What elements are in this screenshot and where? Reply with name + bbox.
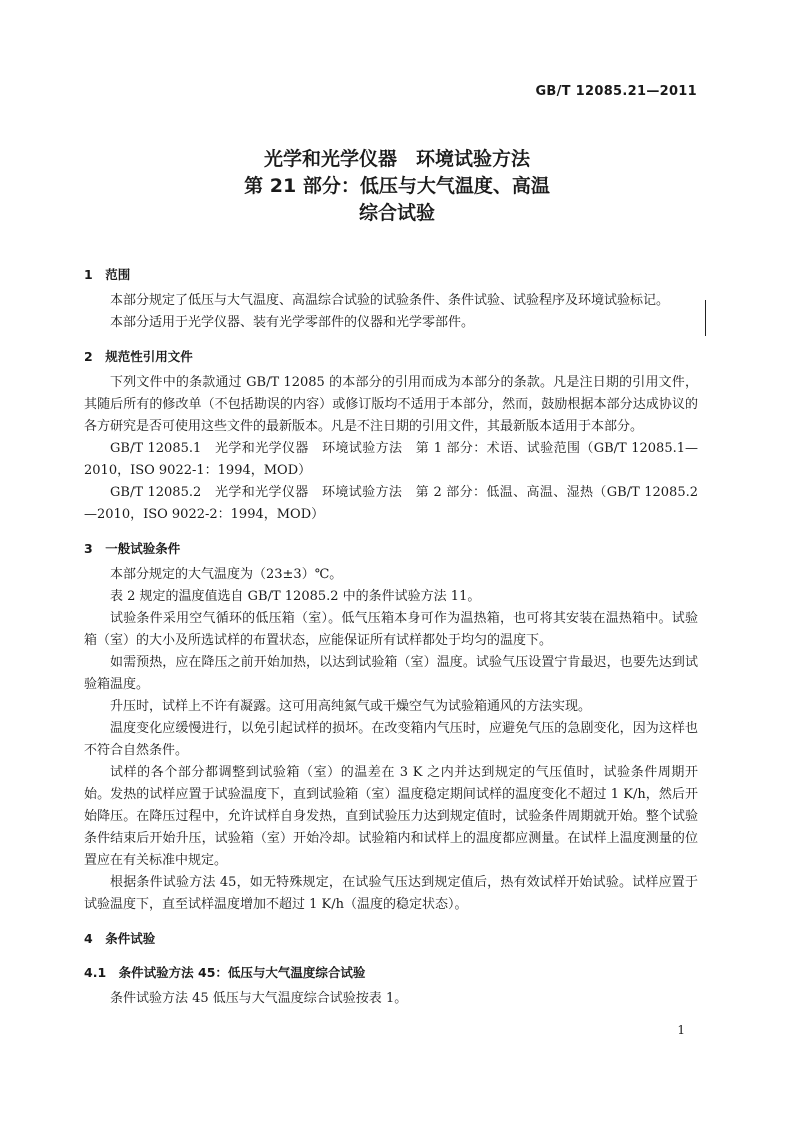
- section-1-paragraph: 本部分规定了低压与大气温度、高温综合试验的试验条件、条件试验、试验程序及环境试验标记。: [110, 293, 670, 308]
- section-1-heading: 1 范围: [84, 267, 131, 282]
- section-3-paragraph: 根据条件试验方法 45，如无特殊规定，在试验气压达到规定值后，热有效试样开始试验。试样应置于试验温度下，直至试样温度增加不超过 1 K/h（温度的稳定状态）。: [84, 875, 698, 912]
- section-1-paragraph: 本部分适用于光学仪器、装有光学零部件的仪器和光学零部件。: [110, 315, 475, 330]
- section-4-paragraph: 条件试验方法 45 低压与大气温度综合试验按表 1。: [110, 991, 408, 1006]
- section-3-paragraph: 升压时，试样上不许有凝露。这可用高纯氮气或干燥空气为试验箱通风的方法实现。: [110, 699, 592, 714]
- page-number: 1: [677, 1023, 685, 1037]
- title-line-2: 第 21 部分：低压与大气温度、高温: [244, 175, 550, 197]
- section-3-paragraph: 试验条件采用空气循环的低压箱（室）。低气压箱本身可作为温热箱，也可将其安装在温热箱中。试验箱（室）的大小及所选试样的布置状态，应能保证所有试样都处于均匀的温度下。: [84, 611, 698, 648]
- section-3-paragraph: 表 2 规定的温度值选自 GB/T 12085.2 中的条件试验方法 11。: [110, 589, 481, 604]
- subsection-4-1-heading: 4.1 条件试验方法 45：低压与大气温度综合试验: [84, 965, 366, 980]
- section-3-paragraph: 试样的各个部分都调整到试验箱（室）的温差在 3 K 之内并达到规定的气压值时，试验条件周期开始。发热的试样应置于试验温度下，直到试验箱（室）温度稳定期间试样的温度变化不超过 1 K/h，然后开始降压。在降压过程中，允许试样自身发热，直到试验压力达到规定值时，试验条件周期就开始。整个试验条件结束后开始升压，试验箱（室）开始冷却。试验箱内和试样上的温度都应测量。在试样上温度测量的位置应在有关标准中规定。: [84, 765, 698, 868]
- reference-entry: GB/T 12085.2 光学和光学仪器 环境试验方法 第 2 部分：低温、高温、湿热（GB/T 12085.2—2010，ISO 9022-2：1994，MOD）: [84, 485, 698, 522]
- section-3-paragraph: 本部分规定的大气温度为（23±3）℃。: [110, 567, 343, 582]
- section-3-paragraph: 温度变化应缓慢进行，以免引起试样的损坏。在改变箱内气压时，应避免气压的急剧变化，因为这样也不符合自然条件。: [84, 721, 698, 758]
- title-line-3: 综合试验: [358, 202, 435, 224]
- document-body: [84, 264, 698, 1010]
- section-3-heading: 3 一般试验条件: [84, 541, 181, 556]
- section-4-heading: 4 条件试验: [84, 931, 156, 946]
- document-title: [0, 146, 794, 227]
- title-line-1: 光学和光学仪器 环境试验方法: [263, 148, 530, 170]
- change-bar: [705, 300, 706, 336]
- section-2-heading: 2 规范性引用文件: [84, 349, 193, 364]
- reference-entry: GB/T 12085.1 光学和光学仪器 环境试验方法 第 1 部分：术语、试验范围（GB/T 12085.1—2010，ISO 9022-1：1994，MOD）: [84, 441, 698, 478]
- section-2-paragraph: 下列文件中的条款通过 GB/T 12085 的本部分的引用而成为本部分的条款。凡是注日期的引用文件，其随后所有的修改单（不包括勘误的内容）或修订版均不适用于本部分，然而，鼓励根据本部分达成协议的各方研究是否可使用这些文件的最新版本。凡是不注日期的引用文件，其最新版本适用于本部分。: [84, 375, 698, 434]
- standard-code: GB/T 12085.21—2011: [535, 84, 697, 99]
- section-3-paragraph: 如需预热，应在降压之前开始加热，以达到试验箱（室）温度。试验气压设置宁肯最迟，也要先达到试验箱温度。: [84, 655, 698, 692]
